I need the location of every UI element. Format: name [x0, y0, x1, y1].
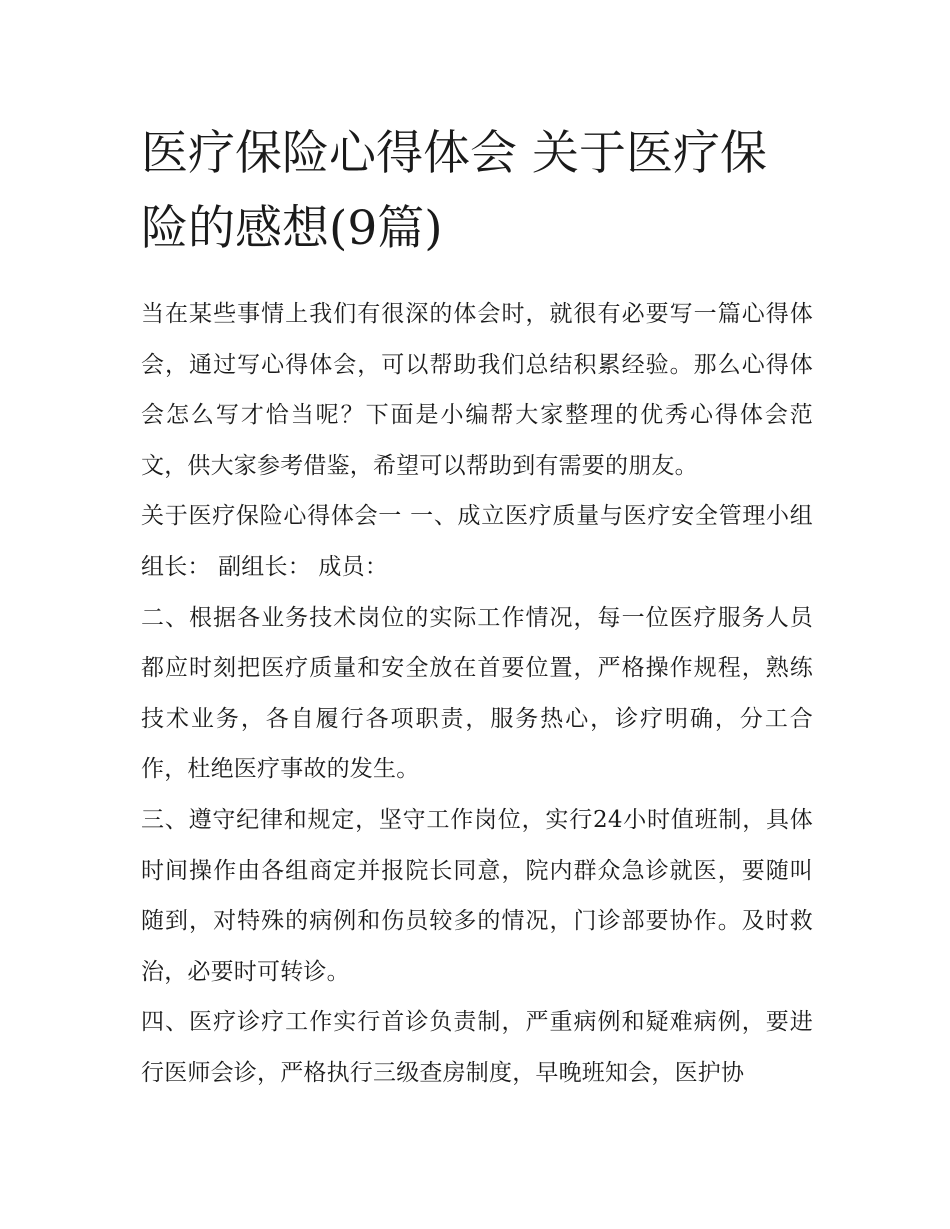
- document-page: [141, 116, 813, 1099]
- paragraph-section-3: 三、遵守纪律和规定，坚守工作岗位，实行24小时值班制，具体时间操作由各组商定并报院长同意，院内群众急诊就医，要随叫随到，对特殊的病例和伤员较多的情况，门诊部要协作。及时救治，必要时可转诊。: [141, 806, 813, 985]
- paragraph-section-1: 关于医疗保险心得体会一 一、成立医疗质量与医疗安全管理小组 组长： 副组长： 成员：: [141, 503, 813, 580]
- paragraph-intro: 当在某些事情上我们有很深的体会时，就很有必要写一篇心得体会，通过写心得体会，可以帮助我们总结积累经验。那么心得体会怎么写才恰当呢？下面是小编帮大家整理的优秀心得体会范文，供大家参考借鉴，希望可以帮助到有需要的朋友。: [141, 301, 813, 479]
- document-title: 医疗保险心得体会 关于医疗保险的感想(9篇): [141, 126, 767, 256]
- paragraph-section-2: 二、根据各业务技术岗位的实际工作情况，每一位医疗服务人员都应时刻把医疗质量和安全放在首要位置，严格操作规程，熟练技术业务，各自履行各项职责，服务热心，诊疗明确，分工合作，杜绝医疗事故的发生。: [141, 604, 813, 783]
- paragraph-section-4: 四、医疗诊疗工作实行首诊负责制，严重病例和疑难病例，要进行医师会诊，严格执行三级查房制度，早晚班知会，医护协: [141, 1009, 813, 1086]
- document-body: [141, 289, 813, 1099]
